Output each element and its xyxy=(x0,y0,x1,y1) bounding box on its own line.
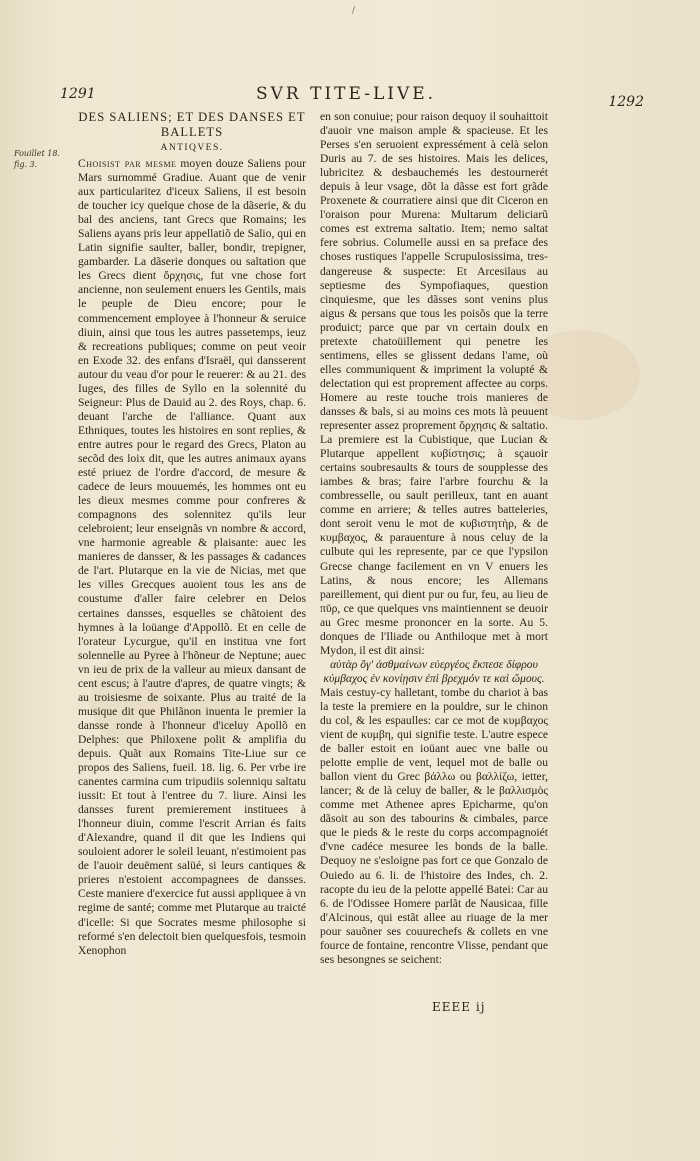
section-heading xyxy=(78,110,306,155)
greek-quotation: αὐτὰρ ὅγ' ἀσθμαίνων εὐεργέος ἔκπεσε δίφρου κύμβαχος ἐν κονίῃσιν ἐπὶ βρεχμόν τε καὶ ὤμους. xyxy=(323,657,545,685)
paragraph-text: moyen douze Saliens pour Mars surnommé Gradiue. Auant que de venir aux particularitez d'iceux Saliens, il est besoin de toucher icy quelque chose de la dãserie, & du bal des anciens, tant Grecs que Romains; les Saliens ayans pris leur appellatiõ de Salio, qui en Latin signifie saulter, baller, bondir, trepigner, gambarder. La dãserie donques ou saltation que les Grecs dient ὄρχησις, fut vne chose fort ancienne, non seulement enuers les Gentils, mais le peuple de Dieu encore; pour le commencement employee à l'honneur & seruice diuin, ainsi que tous les autres passetemps, ieuz & recreations publiques; comme on peut veoir en Exode 32. des enfans d'Israël, qui dansserent autour du veau d'or pour le reuerer: & au 21. des Iuges, des filles de Syllo en la solennité du Seigneur: Plus de Dauid au 2. des Roys, chap. 6. deuant l'arche de l'alliance. Quant aux Ethniques, toutes les histoires en sont replies, & entre autres pour le regard des Grecs, Platon au secõd des loix dit, que les autres animaux ayans esté priuez de l'ordre d'accord, de mesure & cadece de leurs mouuemés, les hommes ont eu les dieux mesmes comme pour confreres & compagnons des solennitez qu'ils leur celebroient; leur enseignãs vn nombre & accord, vne harmonie agreable & plaisante: auec les manieres de dansser, & les passages & cadances de l'art. Plutarque en la vie de Nicias, met que les villes Grecques auoient tous les ans de coustume d'aller faire celebrer en Delos certaines dansses, esquelles se chãtoient des hymnes à la loüange d'Appollõ. Et en celle de l'orateur Lycurgue, qu'il en institua vne fort solennelle au Pyree à l'hõneur de Neptune; auec vn ieu de prix de la valleur au mieux dansant de cent escus; à l'autre d'apres, de quatre vingts; & au troisiesme de soixante. Plus au traité de la musique dit que Philãnon inuenta le premier la dansse ronde à l'honneur d'iceluy Apollõ en Delphes: que Philoxene polit & amplifia du depuis. Quãt aux Romains Tite-Liue sur ce propos des Saliens, fueil. 18. lig. 6. Per vrbe ire canentes carmina cum tripudiis solenniqu saltatu iussit: Et tout à l'entree du 7. liure. Ainsi les dansses furent premierement instituees à l'honneur diuin, comme l'escrit Arrian és faits d'Alexandre, quand il dit que les Indiens qui souloient adorer le soleil leuant, n'estimoient pas de l'auoir deuëment salüé, si leurs cantiques & prieres n'estoient accompagnees de dansses. Ceste maniere d'exercice fut aussi appliquee à vn regime de santé; comme met Plutarque au traicté d'icelle: Si que Socrates mesme philosophe si reformé s'en delectoit bien quelquesfois, tesmoin Xenophon xyxy=(78,157,306,957)
section-title: DES SALIENS; ET DES DANSES ET BALLETS xyxy=(78,110,306,139)
margin-note: Fouillet 18. fig. 3. xyxy=(14,149,60,169)
paragraph xyxy=(78,157,306,958)
paragraph: en son conuiue; pour raison dequoy il souhaittoit d'auoir vne maison ample & spacieuse. Et les Perses s'en seruoient expressément à celà selon Duris au 7. de ses histoires. Mais les delices, lubricitez & desbauchemés les destournerét depuis à leur vsage, dõt la dãsse est fort grãde Proxenete & courratiere ainsi que dit Ciceron en l'oraison pour Murena: Multarum deliciarũ comes est extrema saltatio. Item; nemo saltat fere sobrius. Columelle aussi en sa preface des choses rustiques l'appelle Scrupulosissima, tres-dangereuse & suspecte: Et Arcesilaus au septiesme des Sympofiaques, question cinquiesme, que les dãsses sont venins plus aigus & persans que tous les poisõs que la terre produict; parce que par vn certain doulx en pretexte chatoüillement qui penetre les sentimens, elles se glissent dedans l'ame, où elles communiquent & impriment la volupté & delectation qui est proprement affectee au corps. Homere au reste touche trois manieres de dansses & bals, si au moins ces mots là peuuent representer assez proprement ὄρχησις & saltatio. La premiere est la Cubistique, que Lucian & Plutarque appellent κυβίστησις; à sçauoir certains soubresaults & tours de soupplesse des iambes & bras; faire l'arbre fourchu & la combresselle, ou sault perilleux, tant en auant comme en arriere; & telles autres batteleries, dont seroit venu le mot de κυβιστητὴρ, & de κυμβαχος, & parauenture à nous celuy de la culbute qui les represente, par ce que l'ypsilon Grecse change facilement en vn V enuers les Latins, & nous encore; les Allemans pareillement, qui dient pur ou fur, feu, au lieu de πῦρ, ce que quelques vns maintiennent se deuoir au Grec mesme prononcer en la sorte. Au 5. donques de l'Iliade ou Anthiloque met à mort Mydon, il est dit ainsi: xyxy=(320,110,548,657)
running-title: SVR TITE-LIVE. xyxy=(256,84,437,104)
section-subtitle: ANTIQVES. xyxy=(160,142,224,153)
left-column xyxy=(78,110,306,1085)
lead-words: Choisist par mesme xyxy=(78,157,177,170)
page-number-right: 1292 xyxy=(608,94,644,110)
catchword: EEEE ij xyxy=(432,1000,486,1014)
page-header xyxy=(60,84,644,110)
right-column xyxy=(320,110,548,970)
page-number-left: 1291 xyxy=(60,86,96,102)
paragraph: Mais cestuy-cy halletant, tombe du chariot à bas la teste la premiere en la pouldre, sur le chinon du col, & les espaulles: car ce mot de κυμβαχος vient de κυμβη, qui signifie teste. L'autre espece de baller estoit en ioüant auec vne balle ou pelotte emplie de vent, lequel mot de balle ou ballon vient du Grec βάλλω ou βαλλίζω, ietter, lancer; & de là celuy de baller, & le βαλλισμὸς comme met Athenee apres Epicharme, qu'on dãsoit au son des tabourins & cimbales, parce que le pieds & le reste du corps accompagnoiét d'vne cadéce mesuree les bonds de la balle. Dequoy ne s'esloigne pas fort ce que Gonzalo de Ouiedo au 6. li. de l'histoire des Indes, ch. 2. racopte du ieu de la pelotte appellé Batei: Car au 6. de l'Odissee Homere parlãt de Nausicaa, fille d'Alcinous, qui estãt allee au riuage de la mer pour sauõner ses couurechefs & collets en vne fource de fontaine, rencontre Vlisse, pendant que ses besongnes se seichent: xyxy=(320,685,548,966)
top-mark: / xyxy=(352,6,356,16)
